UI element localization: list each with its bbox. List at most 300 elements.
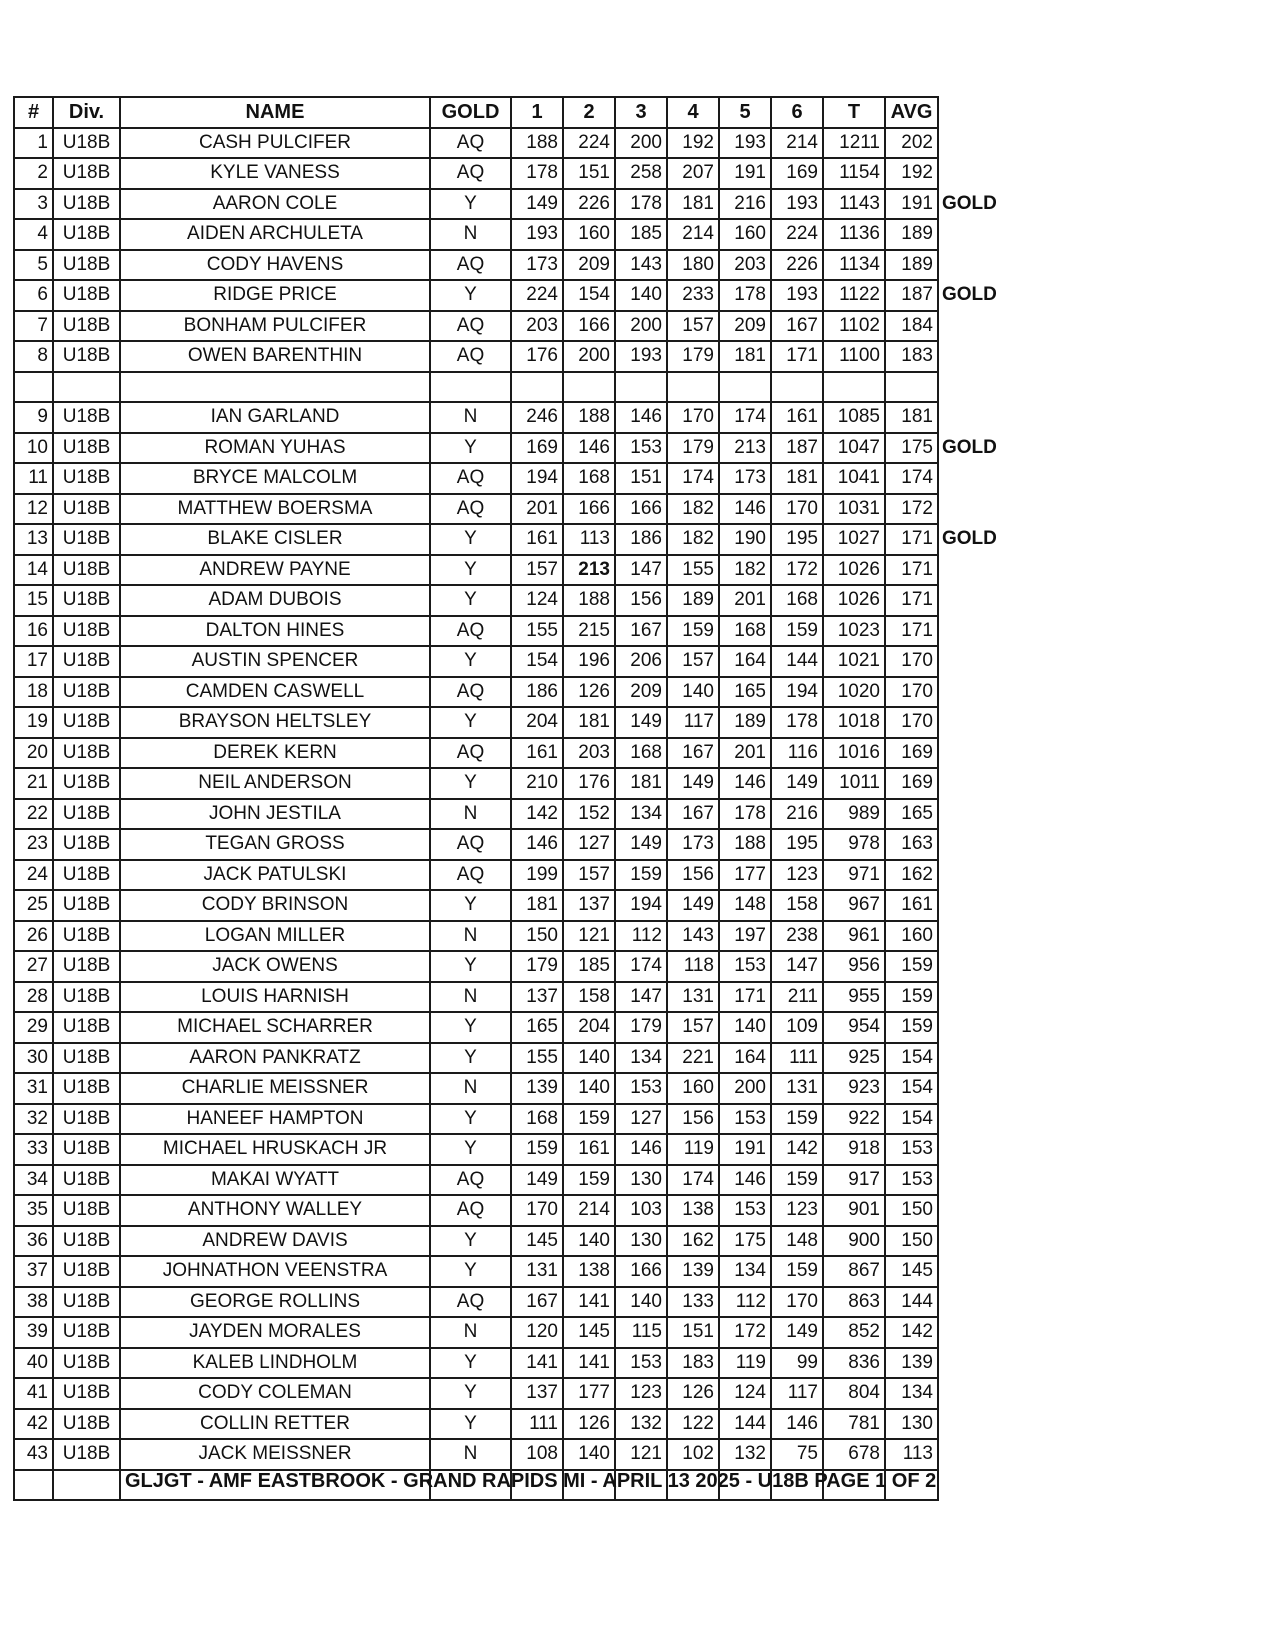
gold-status-cell: N: [430, 982, 511, 1013]
table-row: [14, 1195, 1002, 1226]
division-cell: U18B: [53, 829, 120, 860]
game-4-score-cell: 157: [667, 1012, 719, 1043]
rank-cell: 30: [14, 1043, 53, 1074]
name-cell: CHARLIE MEISSNER: [120, 1073, 430, 1104]
game-2-score-cell: 145: [563, 1317, 615, 1348]
game-4-score-cell: 157: [667, 311, 719, 342]
game-5-score-cell: 140: [719, 1012, 771, 1043]
rank-cell: 11: [14, 463, 53, 494]
game-1-score-cell: 204: [511, 707, 563, 738]
game-4-score-cell: 221: [667, 1043, 719, 1074]
gold-status-cell: Y: [430, 189, 511, 220]
name-cell: ANDREW PAYNE: [120, 555, 430, 586]
name-cell: NEIL ANDERSON: [120, 768, 430, 799]
game-6-score-cell: 194: [771, 677, 823, 708]
game-6-score-cell: 161: [771, 402, 823, 433]
average-cell: 171: [885, 585, 938, 616]
division-cell: U18B: [53, 1195, 120, 1226]
division-cell: U18B: [53, 1348, 120, 1379]
gold-flag-cell: [938, 1134, 1002, 1165]
rank-cell: 19: [14, 707, 53, 738]
game-5-score-cell: 201: [719, 738, 771, 769]
game-2-score-cell: 159: [563, 1104, 615, 1135]
game-5-score-cell: 173: [719, 463, 771, 494]
game-4-score-cell: 162: [667, 1226, 719, 1257]
gold-flag-cell: [938, 616, 1002, 647]
gold-flag-cell: [938, 1470, 1002, 1501]
game-3-score-cell: 149: [615, 829, 667, 860]
gold-status-cell: N: [430, 1317, 511, 1348]
average-cell: 187: [885, 280, 938, 311]
game-1-score-cell: 203: [511, 311, 563, 342]
rank-cell: 20: [14, 738, 53, 769]
game-5-score-cell: 164: [719, 1043, 771, 1074]
name-cell: LOUIS HARNISH: [120, 982, 430, 1013]
game-5-score-cell: 203: [719, 250, 771, 281]
gold-status-cell: AQ: [430, 158, 511, 189]
gold-status-cell: AQ: [430, 738, 511, 769]
game-1-score-cell: 224: [511, 280, 563, 311]
division-cell: U18B: [53, 982, 120, 1013]
name-cell: ANDREW DAVIS: [120, 1226, 430, 1257]
total-cell: 989: [823, 799, 885, 830]
rank-cell: 24: [14, 860, 53, 891]
game-6-score-cell: 158: [771, 890, 823, 921]
division-cell: U18B: [53, 921, 120, 952]
gold-flag-cell: [938, 1043, 1002, 1074]
division-cell: U18B: [53, 1256, 120, 1287]
game-1-score-cell: 199: [511, 860, 563, 891]
empty-cell: [120, 372, 430, 403]
game-2-score-cell: 157: [563, 860, 615, 891]
game-5-score-cell: 172: [719, 1317, 771, 1348]
name-cell: ROMAN YUHAS: [120, 433, 430, 464]
name-cell: CASH PULCIFER: [120, 128, 430, 159]
rank-cell: 7: [14, 311, 53, 342]
average-cell: 191: [885, 189, 938, 220]
rank-cell: 5: [14, 250, 53, 281]
game-1-score-cell: 139: [511, 1073, 563, 1104]
col-header-game-2: 2: [563, 97, 615, 128]
gold-status-cell: Y: [430, 890, 511, 921]
game-6-score-cell: 159: [771, 616, 823, 647]
game-3-score-cell: 194: [615, 890, 667, 921]
empty-cell: [430, 372, 511, 403]
rank-cell: 15: [14, 585, 53, 616]
total-cell: 1211: [823, 128, 885, 159]
name-cell: CODY BRINSON: [120, 890, 430, 921]
game-1-score-cell: 170: [511, 1195, 563, 1226]
total-cell: 967: [823, 890, 885, 921]
average-cell: 171: [885, 524, 938, 555]
gold-flag-cell: [938, 951, 1002, 982]
average-cell: 171: [885, 555, 938, 586]
game-3-score-cell: 200: [615, 311, 667, 342]
total-cell: 1136: [823, 219, 885, 250]
game-4-score-cell: 180: [667, 250, 719, 281]
table-row: [14, 1378, 1002, 1409]
game-2-score-cell: 160: [563, 219, 615, 250]
total-cell: 1011: [823, 768, 885, 799]
game-2-score-cell: 213: [563, 555, 615, 586]
rank-cell: 32: [14, 1104, 53, 1135]
col-header-game-1: 1: [511, 97, 563, 128]
col-header-game-6: 6: [771, 97, 823, 128]
gold-flag-cell: [938, 250, 1002, 281]
gold-flag-cell: [938, 799, 1002, 830]
average-cell: 171: [885, 616, 938, 647]
total-cell: 1041: [823, 463, 885, 494]
empty-cell: [14, 1470, 53, 1501]
game-5-score-cell: 153: [719, 1104, 771, 1135]
game-5-score-cell: 178: [719, 799, 771, 830]
game-4-score-cell: 183: [667, 1348, 719, 1379]
table-row: [14, 707, 1002, 738]
game-2-score-cell: 177: [563, 1378, 615, 1409]
col-header-gold: GOLD: [430, 97, 511, 128]
table-row: [14, 1409, 1002, 1440]
average-cell: 169: [885, 768, 938, 799]
rank-cell: 21: [14, 768, 53, 799]
total-cell: 922: [823, 1104, 885, 1135]
rank-cell: 9: [14, 402, 53, 433]
rank-cell: 22: [14, 799, 53, 830]
average-cell: 153: [885, 1165, 938, 1196]
game-6-score-cell: 159: [771, 1256, 823, 1287]
total-cell: 1016: [823, 738, 885, 769]
game-6-score-cell: 216: [771, 799, 823, 830]
game-4-score-cell: 139: [667, 1256, 719, 1287]
rank-cell: 3: [14, 189, 53, 220]
name-cell: COLLIN RETTER: [120, 1409, 430, 1440]
rank-cell: 41: [14, 1378, 53, 1409]
rank-cell: 18: [14, 677, 53, 708]
division-cell: U18B: [53, 433, 120, 464]
game-2-score-cell: 126: [563, 677, 615, 708]
gold-status-cell: Y: [430, 1409, 511, 1440]
game-2-score-cell: 224: [563, 128, 615, 159]
name-cell: DEREK KERN: [120, 738, 430, 769]
game-1-score-cell: 161: [511, 524, 563, 555]
game-6-score-cell: 226: [771, 250, 823, 281]
total-cell: 956: [823, 951, 885, 982]
game-5-score-cell: 146: [719, 768, 771, 799]
gold-flag-cell: [938, 494, 1002, 525]
game-3-score-cell: 153: [615, 1073, 667, 1104]
gold-flag-cell: [938, 1439, 1002, 1470]
game-2-score-cell: 161: [563, 1134, 615, 1165]
game-6-score-cell: 147: [771, 951, 823, 982]
table-row: [14, 1439, 1002, 1470]
gold-flag-cell: [938, 1378, 1002, 1409]
total-cell: 1018: [823, 707, 885, 738]
gold-status-cell: AQ: [430, 616, 511, 647]
game-1-score-cell: 181: [511, 890, 563, 921]
average-cell: 130: [885, 1409, 938, 1440]
gold-status-cell: AQ: [430, 1165, 511, 1196]
rank-cell: 31: [14, 1073, 53, 1104]
total-cell: 1021: [823, 646, 885, 677]
game-3-score-cell: 121: [615, 1439, 667, 1470]
gold-status-cell: AQ: [430, 341, 511, 372]
name-cell: RIDGE PRICE: [120, 280, 430, 311]
game-6-score-cell: 123: [771, 1195, 823, 1226]
game-1-score-cell: 159: [511, 1134, 563, 1165]
table-row: [14, 890, 1002, 921]
name-cell: ADAM DUBOIS: [120, 585, 430, 616]
average-cell: 162: [885, 860, 938, 891]
game-3-score-cell: 181: [615, 768, 667, 799]
game-2-score-cell: 203: [563, 738, 615, 769]
empty-cell: [615, 372, 667, 403]
game-5-score-cell: 153: [719, 951, 771, 982]
game-1-score-cell: 149: [511, 1165, 563, 1196]
division-cell: U18B: [53, 1073, 120, 1104]
table-row: [14, 1256, 1002, 1287]
game-2-score-cell: 181: [563, 707, 615, 738]
gold-flag-cell: [938, 921, 1002, 952]
total-cell: 954: [823, 1012, 885, 1043]
gold-flag-cell: [938, 890, 1002, 921]
game-6-score-cell: 117: [771, 1378, 823, 1409]
game-1-score-cell: 124: [511, 585, 563, 616]
game-6-score-cell: 123: [771, 860, 823, 891]
table-row: [14, 799, 1002, 830]
game-5-score-cell: 193: [719, 128, 771, 159]
game-2-score-cell: 140: [563, 1073, 615, 1104]
name-cell: LOGAN MILLER: [120, 921, 430, 952]
rank-cell: 29: [14, 1012, 53, 1043]
name-cell: BRYCE MALCOLM: [120, 463, 430, 494]
game-4-score-cell: 119: [667, 1134, 719, 1165]
game-5-score-cell: 200: [719, 1073, 771, 1104]
gold-flag-cell: [938, 1104, 1002, 1135]
game-5-score-cell: 168: [719, 616, 771, 647]
name-cell: JACK OWENS: [120, 951, 430, 982]
name-cell: ANTHONY WALLEY: [120, 1195, 430, 1226]
game-1-score-cell: 179: [511, 951, 563, 982]
col-header-game-4: 4: [667, 97, 719, 128]
rank-cell: 25: [14, 890, 53, 921]
game-3-score-cell: 166: [615, 494, 667, 525]
game-5-score-cell: 174: [719, 402, 771, 433]
table-row: [14, 860, 1002, 891]
game-4-score-cell: 159: [667, 616, 719, 647]
game-2-score-cell: 209: [563, 250, 615, 281]
gold-status-cell: N: [430, 799, 511, 830]
rank-cell: 43: [14, 1439, 53, 1470]
name-cell: BONHAM PULCIFER: [120, 311, 430, 342]
game-6-score-cell: 168: [771, 585, 823, 616]
rank-cell: 37: [14, 1256, 53, 1287]
name-cell: KYLE VANESS: [120, 158, 430, 189]
game-4-score-cell: 182: [667, 524, 719, 555]
division-cell: U18B: [53, 646, 120, 677]
table-row: [14, 280, 1002, 311]
rank-cell: 36: [14, 1226, 53, 1257]
table-row: [14, 738, 1002, 769]
game-3-score-cell: 132: [615, 1409, 667, 1440]
rank-cell: 17: [14, 646, 53, 677]
total-cell: 1027: [823, 524, 885, 555]
rank-cell: 1: [14, 128, 53, 159]
game-6-score-cell: 193: [771, 280, 823, 311]
game-3-score-cell: 153: [615, 1348, 667, 1379]
game-6-score-cell: 131: [771, 1073, 823, 1104]
game-2-score-cell: 158: [563, 982, 615, 1013]
game-3-score-cell: 156: [615, 585, 667, 616]
total-cell: 1122: [823, 280, 885, 311]
game-4-score-cell: 181: [667, 189, 719, 220]
game-1-score-cell: 154: [511, 646, 563, 677]
table-row: [14, 1073, 1002, 1104]
average-cell: 113: [885, 1439, 938, 1470]
gold-flag-cell: [938, 768, 1002, 799]
rank-cell: 23: [14, 829, 53, 860]
game-5-score-cell: 112: [719, 1287, 771, 1318]
gold-status-cell: AQ: [430, 829, 511, 860]
game-4-score-cell: 173: [667, 829, 719, 860]
game-1-score-cell: 155: [511, 616, 563, 647]
name-cell: JOHNATHON VEENSTRA: [120, 1256, 430, 1287]
game-1-score-cell: 246: [511, 402, 563, 433]
division-cell: U18B: [53, 402, 120, 433]
gold-status-cell: AQ: [430, 494, 511, 525]
gold-status-cell: Y: [430, 707, 511, 738]
game-5-score-cell: 191: [719, 1134, 771, 1165]
game-6-score-cell: 148: [771, 1226, 823, 1257]
average-cell: 144: [885, 1287, 938, 1318]
game-6-score-cell: 99: [771, 1348, 823, 1379]
game-6-score-cell: 144: [771, 646, 823, 677]
gold-flag-cell: [938, 982, 1002, 1013]
game-4-score-cell: 167: [667, 799, 719, 830]
game-5-score-cell: 119: [719, 1348, 771, 1379]
gold-flag-cell: [938, 1195, 1002, 1226]
name-cell: JAYDEN MORALES: [120, 1317, 430, 1348]
gold-flag-cell: [938, 860, 1002, 891]
game-2-score-cell: 126: [563, 1409, 615, 1440]
total-cell: 971: [823, 860, 885, 891]
game-3-score-cell: 193: [615, 341, 667, 372]
rank-cell: 35: [14, 1195, 53, 1226]
game-4-score-cell: 140: [667, 677, 719, 708]
rank-cell: 6: [14, 280, 53, 311]
game-3-score-cell: 174: [615, 951, 667, 982]
total-cell: 1020: [823, 677, 885, 708]
game-1-score-cell: 131: [511, 1256, 563, 1287]
game-5-score-cell: 148: [719, 890, 771, 921]
average-cell: 175: [885, 433, 938, 464]
results-body: [14, 128, 1002, 1501]
empty-cell: [719, 372, 771, 403]
game-1-score-cell: 169: [511, 433, 563, 464]
total-cell: 961: [823, 921, 885, 952]
game-5-score-cell: 175: [719, 1226, 771, 1257]
division-cell: U18B: [53, 860, 120, 891]
rank-cell: 34: [14, 1165, 53, 1196]
col-header-average: AVG: [885, 97, 938, 128]
game-1-score-cell: 155: [511, 1043, 563, 1074]
average-cell: 150: [885, 1226, 938, 1257]
game-2-score-cell: 146: [563, 433, 615, 464]
game-5-score-cell: 189: [719, 707, 771, 738]
game-2-score-cell: 127: [563, 829, 615, 860]
game-4-score-cell: 118: [667, 951, 719, 982]
game-3-score-cell: 123: [615, 1378, 667, 1409]
gold-status-cell: AQ: [430, 860, 511, 891]
game-1-score-cell: 161: [511, 738, 563, 769]
gold-status-cell: Y: [430, 1378, 511, 1409]
game-2-score-cell: 188: [563, 402, 615, 433]
average-cell: 159: [885, 1012, 938, 1043]
game-1-score-cell: 186: [511, 677, 563, 708]
name-cell: JACK PATULSKI: [120, 860, 430, 891]
game-4-score-cell: 156: [667, 1104, 719, 1135]
page-footer: GLJGT - AMF EASTBROOK - GRAND RAPIDS MI - APRIL 13 2025 - U18B PAGE 1 OF 2: [125, 1470, 937, 1492]
game-3-score-cell: 178: [615, 189, 667, 220]
division-cell: U18B: [53, 585, 120, 616]
gold-status-cell: Y: [430, 555, 511, 586]
total-cell: 1143: [823, 189, 885, 220]
game-3-score-cell: 166: [615, 1256, 667, 1287]
gold-flag-cell: [938, 1348, 1002, 1379]
game-6-score-cell: 149: [771, 768, 823, 799]
division-cell: U18B: [53, 707, 120, 738]
game-1-score-cell: 108: [511, 1439, 563, 1470]
division-cell: U18B: [53, 463, 120, 494]
division-cell: U18B: [53, 799, 120, 830]
gold-status-cell: AQ: [430, 250, 511, 281]
results-table: [13, 96, 1003, 1501]
gold-status-cell: N: [430, 1439, 511, 1470]
division-cell: U18B: [53, 311, 120, 342]
total-cell: 1100: [823, 341, 885, 372]
division-cell: U18B: [53, 524, 120, 555]
game-1-score-cell: 141: [511, 1348, 563, 1379]
game-2-score-cell: 176: [563, 768, 615, 799]
game-3-score-cell: 200: [615, 128, 667, 159]
col-header-game-5: 5: [719, 97, 771, 128]
game-6-score-cell: 159: [771, 1104, 823, 1135]
game-3-score-cell: 179: [615, 1012, 667, 1043]
name-cell: MAKAI WYATT: [120, 1165, 430, 1196]
rank-cell: 14: [14, 555, 53, 586]
total-cell: 978: [823, 829, 885, 860]
total-cell: 1102: [823, 311, 885, 342]
gold-flag-cell: [938, 1287, 1002, 1318]
empty-cell: [563, 372, 615, 403]
gold-flag-cell: [938, 219, 1002, 250]
average-cell: 192: [885, 158, 938, 189]
game-3-score-cell: 151: [615, 463, 667, 494]
game-4-score-cell: 182: [667, 494, 719, 525]
game-6-score-cell: 111: [771, 1043, 823, 1074]
gold-status-cell: AQ: [430, 1195, 511, 1226]
game-3-score-cell: 134: [615, 799, 667, 830]
game-4-score-cell: 131: [667, 982, 719, 1013]
game-1-score-cell: 168: [511, 1104, 563, 1135]
game-6-score-cell: 195: [771, 524, 823, 555]
game-6-score-cell: 187: [771, 433, 823, 464]
game-1-score-cell: 146: [511, 829, 563, 860]
game-3-score-cell: 167: [615, 616, 667, 647]
game-2-score-cell: 138: [563, 1256, 615, 1287]
game-5-score-cell: 191: [719, 158, 771, 189]
gold-flag-cell: [938, 1317, 1002, 1348]
game-1-score-cell: 210: [511, 768, 563, 799]
total-cell: 1154: [823, 158, 885, 189]
